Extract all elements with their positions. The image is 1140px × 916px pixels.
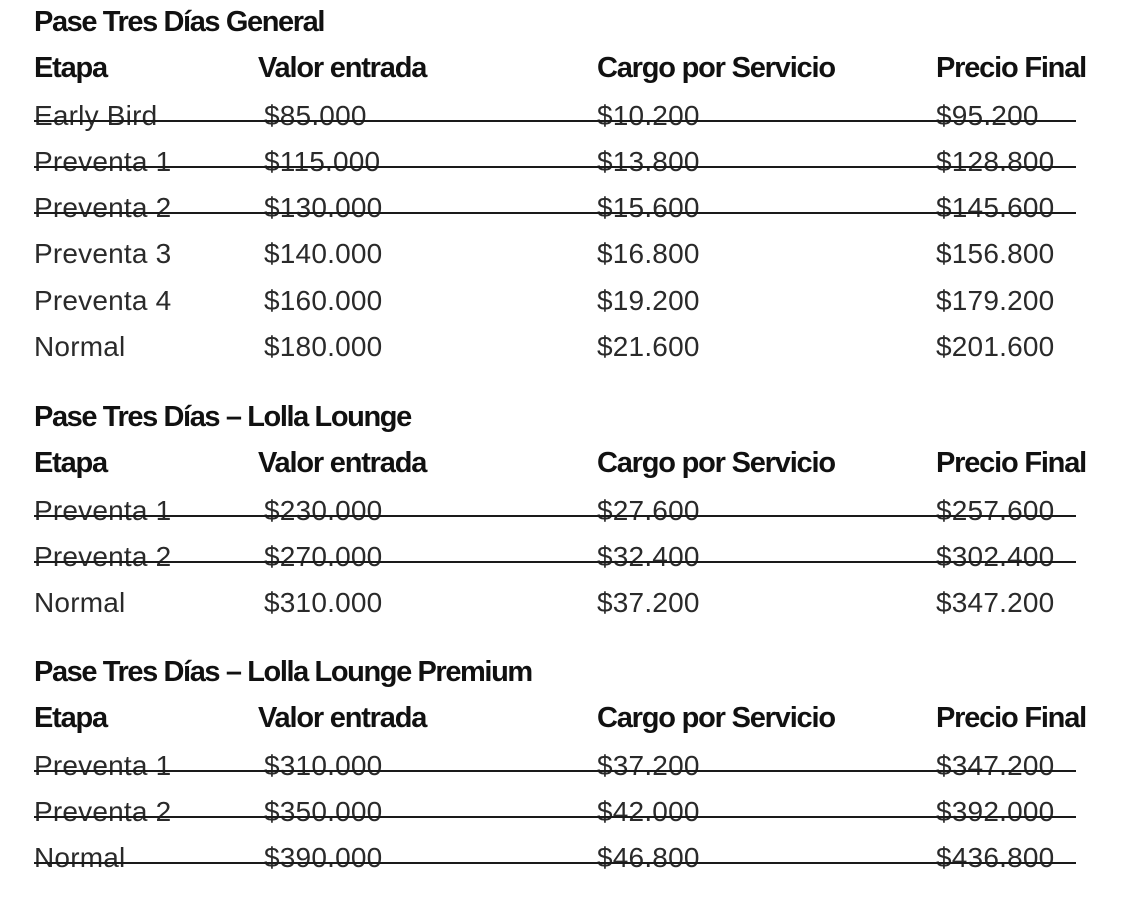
cell-etapa: Preventa 4 — [34, 285, 172, 316]
cell-precio: $392.000 — [936, 796, 1055, 827]
cell-precio: $201.600 — [936, 331, 1055, 362]
table-row — [0, 331, 1140, 377]
cell-precio: $302.400 — [936, 541, 1055, 572]
table-header — [0, 52, 1140, 92]
section-title: Pase Tres Días – Lolla Lounge Premium — [34, 656, 532, 688]
header-precio-final: Precio Final — [936, 447, 1086, 479]
table-row — [0, 796, 1140, 842]
cell-cargo: $37.200 — [597, 750, 700, 781]
cell-valor: $85.000 — [264, 100, 367, 131]
cell-cargo: $21.600 — [597, 331, 700, 362]
cell-cargo: $42.000 — [597, 796, 700, 827]
section-title: Pase Tres Días General — [34, 6, 325, 38]
cell-cargo: $46.800 — [597, 842, 700, 873]
table-row — [0, 495, 1140, 541]
cell-etapa: Normal — [34, 842, 126, 873]
cell-valor: $390.000 — [264, 842, 383, 873]
table-header — [0, 702, 1140, 742]
header-etapa: Etapa — [34, 702, 107, 734]
header-etapa: Etapa — [34, 447, 107, 479]
cell-precio: $436.800 — [936, 842, 1055, 873]
table-row — [0, 750, 1140, 796]
header-precio-final: Precio Final — [936, 52, 1086, 84]
strikethrough-line — [34, 770, 1076, 772]
cell-precio: $145.600 — [936, 192, 1055, 223]
cell-etapa: Early Bird — [34, 100, 158, 131]
cell-cargo: $15.600 — [597, 192, 700, 223]
table-row — [0, 541, 1140, 587]
table-row — [0, 146, 1140, 192]
section-title: Pase Tres Días – Lolla Lounge — [34, 401, 411, 433]
header-etapa: Etapa — [34, 52, 107, 84]
header-cargo-servicio: Cargo por Servicio — [597, 447, 835, 479]
table-row — [0, 285, 1140, 331]
cell-etapa: Preventa 1 — [34, 750, 172, 781]
strikethrough-line — [34, 816, 1076, 818]
strikethrough-line — [34, 166, 1076, 168]
cell-precio: $347.200 — [936, 750, 1055, 781]
cell-cargo: $27.600 — [597, 495, 700, 526]
cell-precio: $156.800 — [936, 238, 1055, 269]
cell-precio: $347.200 — [936, 587, 1055, 618]
cell-valor: $230.000 — [264, 495, 383, 526]
cell-precio: $128.800 — [936, 146, 1055, 177]
cell-cargo: $37.200 — [597, 587, 700, 618]
cell-etapa: Preventa 1 — [34, 495, 172, 526]
table-row — [0, 842, 1140, 888]
cell-valor: $160.000 — [264, 285, 383, 316]
cell-etapa: Normal — [34, 587, 126, 618]
cell-cargo: $32.400 — [597, 541, 700, 572]
strikethrough-line — [34, 862, 1076, 864]
table-header — [0, 447, 1140, 487]
table-row — [0, 587, 1140, 633]
cell-precio: $257.600 — [936, 495, 1055, 526]
table-row — [0, 192, 1140, 238]
cell-etapa: Preventa 2 — [34, 192, 172, 223]
cell-cargo: $10.200 — [597, 100, 700, 131]
strikethrough-line — [34, 515, 1076, 517]
cell-valor: $310.000 — [264, 587, 383, 618]
header-valor-entrada: Valor entrada — [258, 447, 427, 479]
header-valor-entrada: Valor entrada — [258, 52, 427, 84]
table-row — [0, 238, 1140, 284]
strikethrough-line — [34, 212, 1076, 214]
strikethrough-line — [34, 120, 1076, 122]
header-cargo-servicio: Cargo por Servicio — [597, 52, 835, 84]
header-precio-final: Precio Final — [936, 702, 1086, 734]
header-valor-entrada: Valor entrada — [258, 702, 427, 734]
cell-cargo: $13.800 — [597, 146, 700, 177]
cell-etapa: Preventa 2 — [34, 541, 172, 572]
cell-valor: $115.000 — [264, 146, 381, 177]
cell-cargo: $19.200 — [597, 285, 700, 316]
cell-cargo: $16.800 — [597, 238, 700, 269]
cell-valor: $350.000 — [264, 796, 383, 827]
header-cargo-servicio: Cargo por Servicio — [597, 702, 835, 734]
table-row — [0, 100, 1140, 146]
cell-etapa: Normal — [34, 331, 126, 362]
cell-etapa: Preventa 1 — [34, 146, 172, 177]
cell-valor: $130.000 — [264, 192, 383, 223]
cell-precio: $179.200 — [936, 285, 1055, 316]
strikethrough-line — [34, 561, 1076, 563]
cell-valor: $270.000 — [264, 541, 383, 572]
cell-etapa: Preventa 3 — [34, 238, 172, 269]
cell-precio: $95.200 — [936, 100, 1039, 131]
cell-valor: $310.000 — [264, 750, 383, 781]
cell-valor: $180.000 — [264, 331, 383, 362]
cell-valor: $140.000 — [264, 238, 383, 269]
cell-etapa: Preventa 2 — [34, 796, 172, 827]
